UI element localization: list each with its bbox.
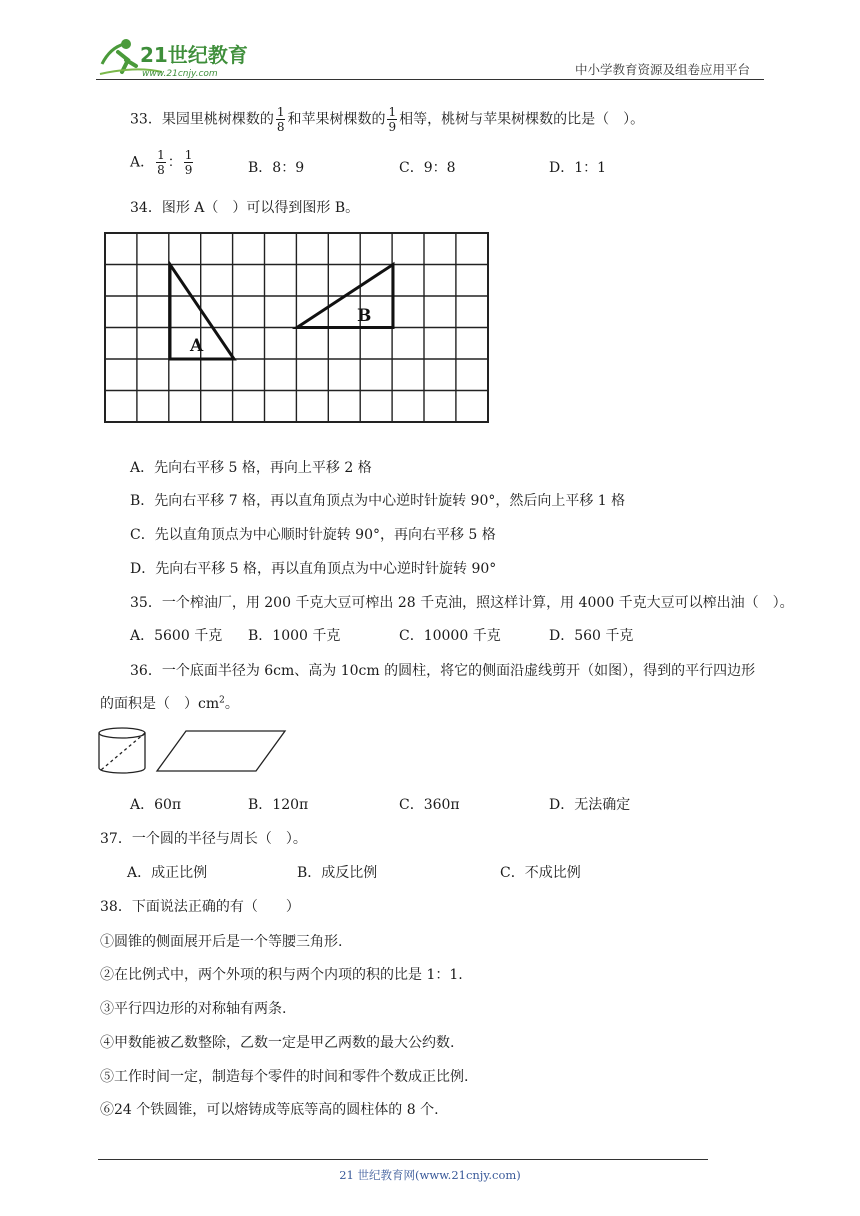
q36-unit-superscript: 2 [219, 695, 225, 706]
q34-option-c[interactable]: C．先以直角顶点为中心顺时针旋转 90°，再向右平移 5 格 [130, 527, 496, 543]
q34-option-d[interactable]: D．先向右平移 5 格，再以直角顶点为中心逆时针旋转 90° [130, 561, 497, 577]
q36-stem-end: 。 [224, 696, 239, 712]
q34-grid-figure [104, 232, 490, 424]
q36-stem-text: 的面积是（ ）cm [100, 696, 220, 712]
q33-opta-fraction-1 [156, 148, 166, 177]
q38-statement-6: ⑥24 个铁圆锥，可以熔铸成等底等高的圆柱体的 8 个. [100, 1102, 439, 1118]
q33-stem-part1: 33．果园里桃树棵数的 [130, 111, 274, 128]
q36-option-b[interactable]: B．120π [248, 797, 309, 813]
q36-figure [98, 726, 290, 776]
q35-option-a[interactable]: A．5600 千克 [130, 628, 223, 644]
q34-stem: 34．图形 A（ ）可以得到图形 B。 [130, 200, 360, 216]
q34-option-b[interactable]: B．先向右平移 7 格，再以直角顶点为中心逆时针旋转 90°，然后向上平移 1 格 [130, 493, 626, 509]
q33-option-a[interactable] [130, 148, 195, 177]
q36-stem-line1: 36．一个底面半径为 6cm、高为 10cm 的圆柱，将它的侧面沿虚线剪开（如图），得到的平行四边形 [130, 663, 756, 679]
q35-stem: 35．一个榨油厂，用 200 千克大豆可榨出 28 千克油，照这样计算，用 4000 千克大豆可以榨出油（ ）。 [130, 595, 794, 611]
q35-option-b[interactable]: B．1000 千克 [248, 628, 341, 644]
footer-text[interactable]: 21 世纪教育网(www.21cnjy.com) [339, 1168, 521, 1182]
q33-option-b[interactable]: B．8：9 [248, 160, 305, 176]
frac-num: 1 [157, 148, 165, 162]
header-platform-text: 中小学教育资源及组卷应用平台 [575, 62, 751, 77]
frac-den: 8 [157, 163, 165, 177]
q38-stem: 38．下面说法正确的有（ ） [100, 899, 300, 915]
q38-statement-5: ⑤工作时间一定，制造每个零件的时间和零件个数成正比例. [100, 1069, 469, 1085]
q38-statement-4: ④甲数能被乙数整除，乙数一定是甲乙两数的最大公约数. [100, 1035, 455, 1051]
logo-text: 21世纪教育 [140, 43, 248, 67]
colon: ： [167, 154, 182, 171]
frac-den: 8 [276, 120, 285, 134]
footer-divider [98, 1159, 708, 1160]
frac-num: 1 [388, 105, 397, 119]
q33-stem-part2: 和苹果树棵数的 [287, 111, 386, 128]
q33-option-c[interactable]: C．9：8 [399, 160, 456, 176]
q34-option-a[interactable]: A．先向右平移 5 格，再向上平移 2 格 [130, 460, 372, 476]
site-logo [96, 34, 266, 82]
q37-option-b[interactable]: B．成反比例 [297, 865, 378, 881]
q33-fraction-2 [387, 105, 397, 134]
q33-stem-part3: 相等，桃树与苹果树棵数的比是（ ）。 [399, 111, 645, 128]
cylinder-shape [99, 728, 145, 773]
logo-url: www.21cnjy.com [142, 69, 218, 79]
q38-statement-2: ②在比例式中，两个外项的积与两个内项的积的比是 1：1. [100, 967, 463, 983]
option-label: A． [130, 154, 155, 171]
question-33 [130, 105, 644, 134]
q37-stem: 37．一个圆的半径与周长（ ）。 [100, 831, 307, 847]
q38-statement-3: ③平行四边形的对称轴有两条. [100, 1001, 287, 1017]
frac-den: 9 [388, 120, 397, 134]
header-divider [96, 79, 764, 80]
q35-option-c[interactable]: C．10000 千克 [399, 628, 501, 644]
q36-stem-line2 [100, 693, 239, 713]
q37-option-c[interactable]: C．不成比例 [500, 865, 581, 881]
parallelogram-shape [157, 731, 285, 771]
triangle-b-label: B [357, 306, 372, 326]
q33-option-d[interactable]: D．1：1 [549, 160, 607, 176]
q36-option-a[interactable]: A．60π [130, 797, 182, 813]
q36-option-c[interactable]: C．360π [399, 797, 460, 813]
frac-den: 9 [184, 163, 193, 177]
q38-statement-1: ①圆锥的侧面展开后是一个等腰三角形. [100, 934, 343, 950]
triangle-a-label: A [190, 336, 204, 356]
q36-option-d[interactable]: D．无法确定 [549, 797, 631, 813]
frac-num: 1 [276, 105, 285, 119]
q35-option-d[interactable]: D．560 千克 [549, 628, 634, 644]
q33-opta-fraction-2 [184, 148, 194, 177]
q37-option-a[interactable]: A．成正比例 [127, 865, 208, 881]
q33-fraction-1 [276, 105, 286, 134]
frac-num: 1 [184, 148, 193, 162]
